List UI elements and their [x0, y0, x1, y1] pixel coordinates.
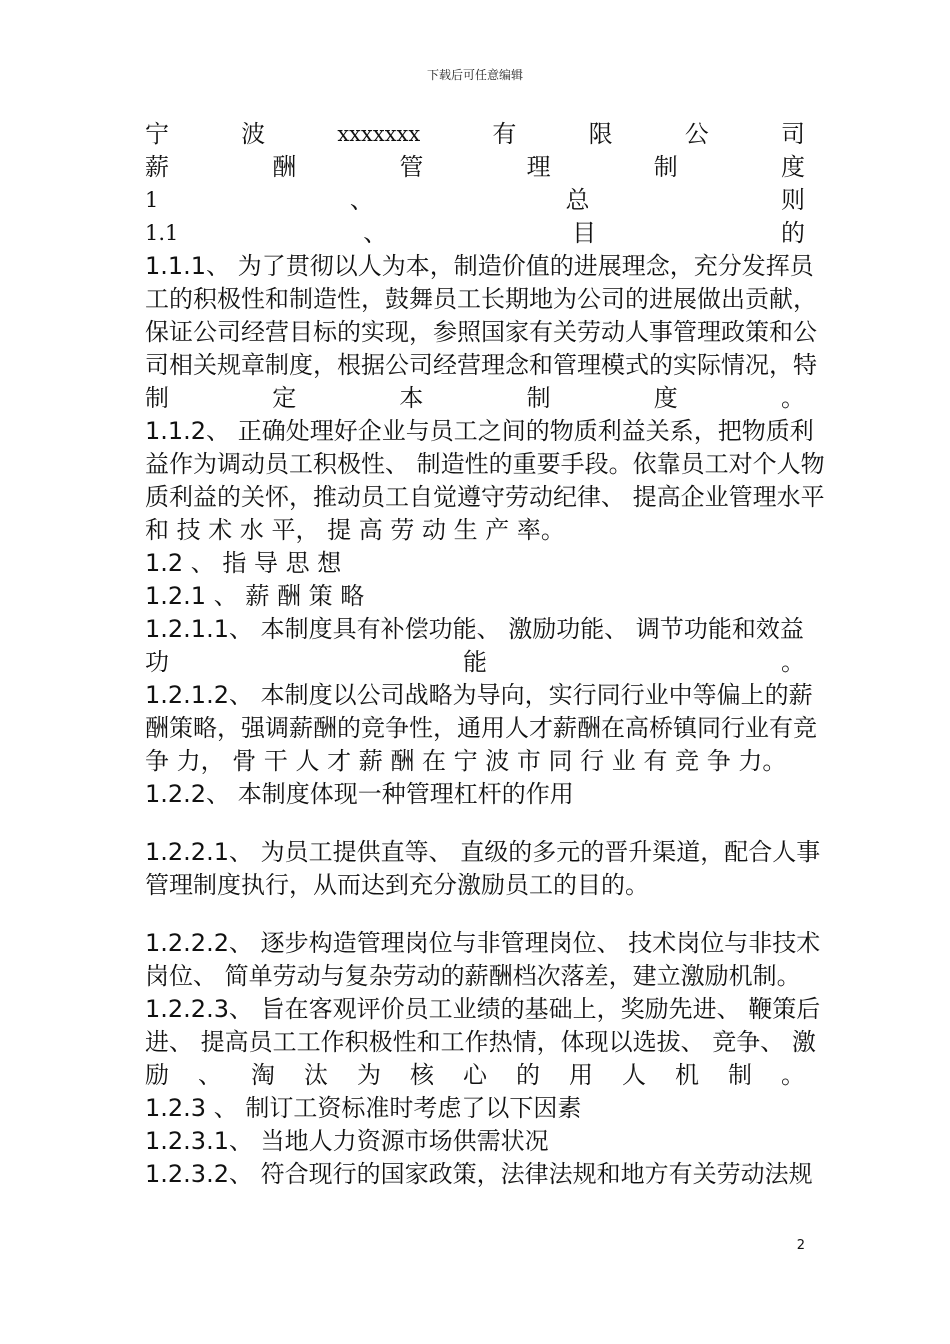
paragraph-line: 进、 提高员工工作积极性和工作热情，体现以选拔、 竞争、 激: [145, 1028, 816, 1056]
section-1-1-heading: 1.1 、 目 的: [145, 219, 805, 247]
paragraph-last-line: 制 定 本 制 度 。: [145, 384, 805, 412]
paragraph-line: 酬策略，强调薪酬的竞争性，通用人才薪酬在高桥镇同行业有竞: [145, 714, 817, 742]
paragraph-line: 1.1.2、 正确处理好企业与员工之间的物质利益关系，把物质利: [145, 417, 814, 445]
paragraph-line: 1.2.1.2、 本制度以公司战略为导向，实行同行业中等偏上的薪: [145, 681, 813, 709]
paragraph-line: 司相关规章制度，根据公司经营理念和管理模式的实际情况，特: [145, 351, 817, 379]
paragraph-line: 1.1.1、 为了贯彻以人为本，制造价值的进展理念，充分发挥员: [145, 252, 814, 280]
section-1-2-heading: 1.2 、 指 导 思 想: [145, 549, 342, 577]
paragraph-line: 和 技 术 水 平， 提 高 劳 动 生 产 率。: [145, 516, 565, 544]
paragraph-last-line: 功 能 。: [145, 648, 805, 676]
paragraph-line: 工的积极性和制造性，鼓舞员工长期地为公司的进展做出贡献，: [145, 285, 817, 313]
paragraph-line: 1.2.1.1、 本制度具有补偿功能、 激励功能、 调节功能和效益: [145, 615, 804, 643]
blank-gap: [145, 811, 805, 836]
paragraph-line: 1.2.3.2、 符合现行的国家政策，法律法规和地方有关劳动法规: [145, 1160, 813, 1188]
blank-gap: [145, 902, 805, 927]
section-1-heading: 1 、 总 则: [145, 186, 805, 214]
section-1-2-3-heading: 1.2.3 、 制订工资标准时考虑了以下因素: [145, 1094, 582, 1122]
paragraph-line: 质利益的关怀，推动员工自觉遵守劳动纪律、 提高企业管理水平: [145, 483, 825, 511]
section-1-2-2-heading: 1.2.2、 本制度体现一种管理杠杆的作用: [145, 780, 574, 808]
paragraph-line: 益作为调动员工积极性、 制造性的重要手段。依靠员工对个人物: [145, 450, 825, 478]
paragraph-line: 保证公司经营目标的实现，参照国家有关劳动人事管理政策和公: [145, 318, 817, 346]
page-number: 2: [796, 1238, 805, 1253]
title-line-1: 宁 波 xxxxxxx 有 限 公 司: [145, 120, 805, 148]
paragraph-line: 1.2.2.1、 为员工提供直等、 直级的多元的晋升渠道，配合人事: [145, 838, 821, 866]
title-line-2: 薪 酬 管 理 制 度: [145, 153, 805, 181]
paragraph-line: 1.2.2.3、 旨在客观评价员工业绩的基础上，奖励先进、 鞭策后: [145, 995, 821, 1023]
paragraph-line: 1.2.3.1、 当地人力资源市场供需状况: [145, 1127, 549, 1155]
document-body: [145, 118, 825, 1191]
paragraph-line: 岗位、 简单劳动与复杂劳动的薪酬档次落差，建立激励机制。: [145, 962, 801, 990]
paragraph-line: 争 力， 骨 干 人 才 薪 酬 在 宁 波 市 同 行 业 有 竞 争 力。: [145, 747, 787, 775]
paragraph-last-line: 励 、 淘 汰 为 核 心 的 用 人 机 制 。: [145, 1061, 805, 1089]
page-header: 下载后可任意编辑: [426, 68, 523, 82]
section-1-2-1-heading: 1.2.1 、 薪 酬 策 略: [145, 582, 365, 610]
paragraph-line: 管理制度执行，从而达到充分激励员工的目的。: [145, 871, 649, 899]
paragraph-line: 1.2.2.2、 逐步构造管理岗位与非管理岗位、 技术岗位与非技术: [145, 929, 821, 957]
